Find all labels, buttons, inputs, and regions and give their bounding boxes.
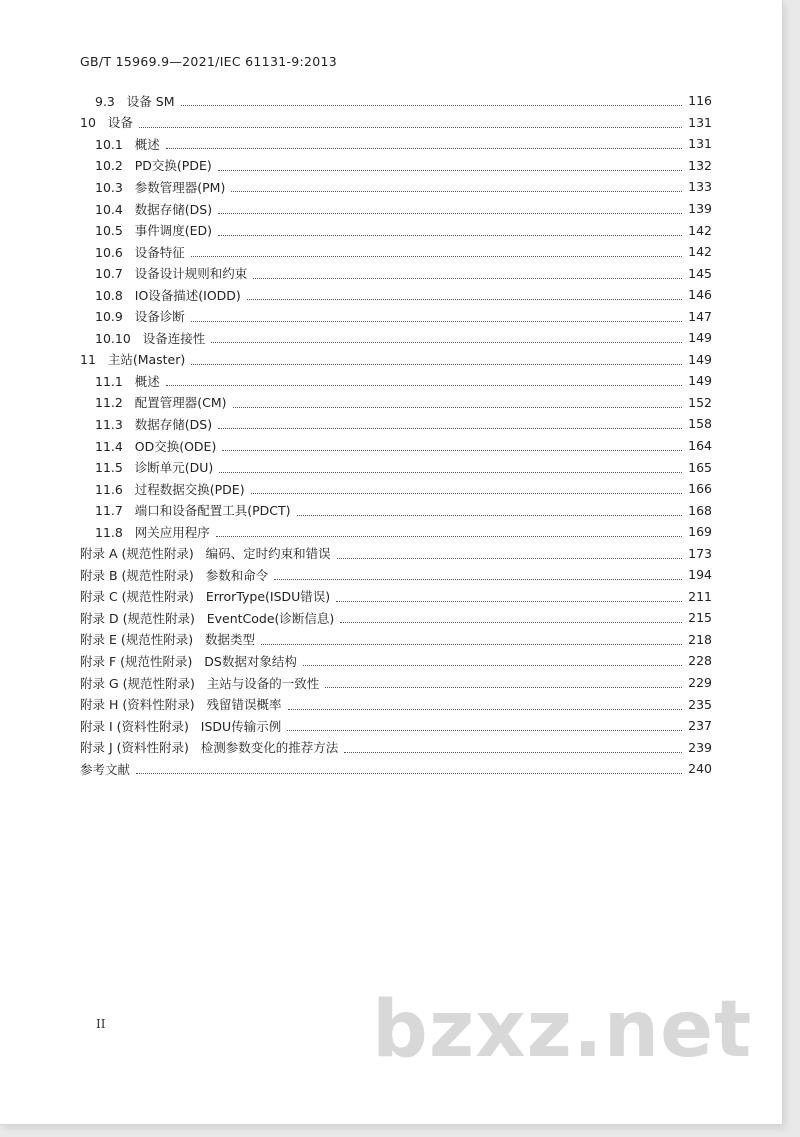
dot-leader	[191, 364, 682, 365]
toc-entry-page: 229	[688, 675, 712, 691]
toc-entry-title: 11.8 网关应用程序	[95, 524, 210, 540]
toc-entry-page: 149	[688, 373, 712, 389]
toc-entry[interactable]	[80, 305, 712, 327]
page-number: II	[96, 1017, 106, 1031]
dot-leader	[340, 622, 682, 623]
toc-entry[interactable]	[80, 499, 712, 521]
toc-entry[interactable]	[80, 693, 712, 715]
toc-entry-title: 10.1 概述	[95, 136, 160, 152]
toc-entry[interactable]	[80, 542, 712, 564]
toc-entry-page: 173	[688, 545, 712, 561]
toc-entry-title: 附录 J (资料性附录) 检测参数变化的推荐方法	[80, 740, 339, 756]
toc-entry-page: 146	[688, 287, 712, 303]
toc-entry[interactable]	[80, 629, 712, 651]
toc-entry-page: 149	[688, 351, 712, 367]
toc-entry-page: 142	[688, 222, 712, 238]
toc-entry[interactable]	[80, 349, 712, 371]
toc-entry-page: 158	[688, 416, 712, 432]
toc-entry-title: 附录 E (规范性附录) 数据类型	[80, 632, 256, 648]
toc-entry-title: 附录 F (规范性附录) DS数据对象结构	[80, 653, 297, 669]
toc-entry-title: 11.1 概述	[95, 373, 160, 389]
dot-leader	[336, 601, 682, 602]
dot-leader	[325, 687, 682, 688]
dot-leader	[247, 299, 682, 300]
toc-entry[interactable]	[80, 198, 712, 220]
toc-entry-title: 11 主站(Master)	[80, 352, 186, 368]
dot-leader	[297, 515, 682, 516]
dot-leader	[181, 105, 683, 106]
toc-entry-title: 11.6 过程数据交换(PDE)	[95, 481, 245, 497]
toc-entry[interactable]	[80, 586, 712, 608]
toc-entry-page: 132	[688, 157, 712, 173]
toc-entry[interactable]	[80, 133, 712, 155]
toc-entry[interactable]	[80, 478, 712, 500]
toc-entry-page: 211	[688, 588, 712, 604]
dot-leader	[166, 385, 682, 386]
toc-entry-title: 10.4 数据存储(DS)	[95, 201, 213, 217]
toc-entry-title: 10.8 IO设备描述(IODD)	[95, 287, 241, 303]
toc-entry[interactable]	[80, 90, 712, 112]
toc-entry-title: 附录 C (规范性附录) ErrorType(ISDU错误)	[80, 589, 331, 605]
dot-leader	[287, 730, 682, 731]
toc-entry[interactable]	[80, 758, 712, 780]
toc-entry-page: 142	[688, 244, 712, 260]
toc-entry[interactable]	[80, 327, 712, 349]
dot-leader	[303, 665, 682, 666]
toc-entry[interactable]	[80, 241, 712, 263]
toc-entry-title: 附录 A (规范性附录) 编码、定时约束和错误	[80, 546, 331, 562]
toc-entry[interactable]	[80, 435, 712, 457]
watermark: bzxz.net	[372, 985, 753, 1075]
standard-header: GB/T 15969.9—2021/IEC 61131-9:2013	[80, 54, 338, 69]
toc-entry[interactable]	[80, 284, 712, 306]
toc-entry[interactable]	[80, 672, 712, 694]
toc-entry[interactable]	[80, 176, 712, 198]
toc-entry-title: 11.4 OD交换(ODE)	[95, 438, 217, 454]
dot-leader	[253, 278, 682, 279]
toc-entry-title: 附录 G (规范性附录) 主站与设备的一致性	[80, 675, 320, 691]
toc-entry[interactable]	[80, 219, 712, 241]
toc-entry-title: 9.3 设备 SM	[95, 93, 175, 109]
toc-entry-title: 附录 H (资料性附录) 残留错误概率	[80, 697, 282, 713]
toc-entry-page: 218	[688, 631, 712, 647]
toc-entry-title: 附录 B (规范性附录) 参数和命令	[80, 567, 269, 583]
toc-entry-title: 附录 I (资料性附录) ISDU传输示例	[80, 718, 282, 734]
dot-leader	[218, 235, 682, 236]
toc-entry[interactable]	[80, 413, 712, 435]
toc-entry-page: 165	[688, 459, 712, 475]
toc-entry-title: 10.7 设备设计规则和约束	[95, 266, 248, 282]
toc-entry-page: 215	[688, 610, 712, 626]
toc-entry[interactable]	[80, 392, 712, 414]
dot-leader	[166, 148, 682, 149]
dot-leader	[231, 191, 682, 192]
toc-entry-title: 11.3 数据存储(DS)	[95, 416, 213, 432]
dot-leader	[233, 407, 682, 408]
dot-leader	[191, 321, 682, 322]
toc-entry[interactable]	[80, 715, 712, 737]
toc-entry-page: 149	[688, 330, 712, 346]
dot-leader	[222, 450, 682, 451]
toc-entry[interactable]	[80, 521, 712, 543]
toc-entry-page: 152	[688, 394, 712, 410]
toc-entry-title: 10.9 设备诊断	[95, 309, 185, 325]
toc-entry-page: 145	[688, 265, 712, 281]
dot-leader	[136, 773, 682, 774]
dot-leader	[274, 579, 682, 580]
toc-entry-page: 235	[688, 696, 712, 712]
toc-entry-page: 240	[688, 761, 712, 777]
toc-entry-title: 10.5 事件调度(ED)	[95, 223, 213, 239]
toc-entry-title: 11.5 诊断单元(DU)	[95, 460, 214, 476]
toc-entry[interactable]	[80, 370, 712, 392]
toc-entry-page: 116	[688, 93, 712, 109]
toc-entry-page: 237	[688, 718, 712, 734]
toc-entry-title: 参考文献	[80, 761, 131, 777]
toc-entry-page: 131	[688, 136, 712, 152]
toc-entry-title: 10.3 参数管理器(PM)	[95, 179, 226, 195]
dot-leader	[191, 256, 682, 257]
toc-entry[interactable]	[80, 155, 712, 177]
toc-entry[interactable]	[80, 564, 712, 586]
toc-entry[interactable]	[80, 112, 712, 134]
dot-leader	[337, 558, 682, 559]
dot-leader	[288, 709, 682, 710]
toc-entry-page: 139	[688, 201, 712, 216]
dot-leader	[218, 170, 682, 171]
toc-entry[interactable]	[80, 456, 712, 478]
dot-leader	[218, 428, 682, 429]
dot-leader	[219, 472, 682, 473]
toc-entry[interactable]	[80, 650, 712, 672]
toc-entry-title: 附录 D (规范性附录) EventCode(诊断信息)	[80, 610, 335, 626]
dot-leader	[344, 752, 682, 753]
dot-leader	[261, 644, 682, 645]
dot-leader	[211, 342, 682, 343]
toc-entry-page: 228	[688, 653, 712, 669]
toc-entry-title: 10.6 设备特征	[95, 244, 185, 260]
toc-entry-page: 166	[688, 481, 712, 497]
toc-entry-page: 131	[688, 114, 712, 130]
toc-entry-title: 11.2 配置管理器(CM)	[95, 395, 227, 411]
toc-entry[interactable]	[80, 262, 712, 284]
toc-entry-title: 10 设备	[80, 115, 133, 131]
toc-entry-title: 11.7 端口和设备配置工具(PDCT)	[95, 503, 291, 519]
toc-entry-page: 239	[688, 739, 712, 755]
dot-leader	[216, 536, 682, 537]
toc-entry[interactable]	[80, 607, 712, 629]
toc-entry-title: 10.2 PD交换(PDE)	[95, 158, 212, 174]
toc-entry-page: 168	[688, 502, 712, 518]
dot-leader	[139, 127, 682, 128]
toc-entry-page: 194	[688, 567, 712, 583]
toc-entry-title: 10.10 设备连接性	[95, 330, 206, 346]
toc-entry[interactable]	[80, 736, 712, 758]
toc-entry-page: 147	[688, 308, 712, 324]
toc-entry-page: 164	[688, 438, 712, 454]
dot-leader	[251, 493, 682, 494]
toc-entry-page: 133	[688, 179, 712, 195]
table-of-contents	[80, 90, 712, 780]
toc-entry-page: 169	[688, 524, 712, 540]
dot-leader	[218, 213, 682, 214]
